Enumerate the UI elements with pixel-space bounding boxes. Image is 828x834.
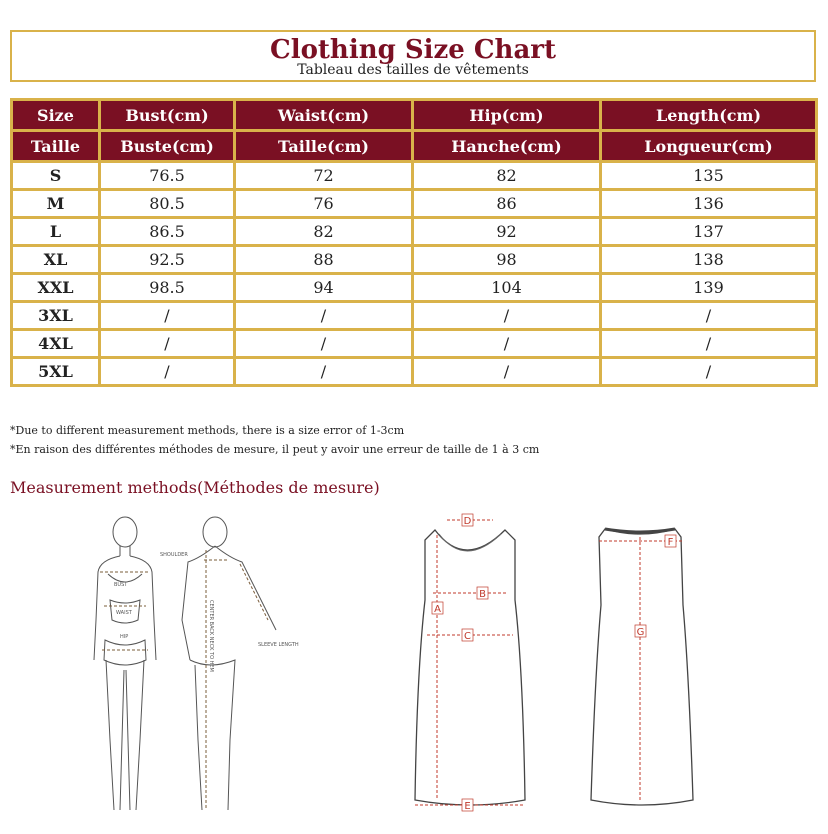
table-cell: 137 [602, 219, 815, 244]
table-cell: 86 [414, 191, 599, 216]
header-cell: Waist(cm) [236, 101, 411, 129]
size-cell: M [13, 191, 98, 216]
table-row [13, 163, 815, 188]
table-cell: / [236, 303, 411, 328]
body-figures-illustration [80, 510, 300, 830]
header-cell: Buste(cm) [101, 132, 233, 160]
dress-label-c: C [464, 631, 471, 642]
table-cell: / [101, 331, 233, 356]
dress-label-a: A [434, 604, 441, 615]
page-subtitle: Tableau des tailles de vêtements [297, 62, 529, 78]
table-cell: / [236, 359, 411, 384]
table-cell: 138 [602, 247, 815, 272]
size-table [10, 98, 818, 387]
header-cell: Bust(cm) [101, 101, 233, 129]
table-cell: 76.5 [101, 163, 233, 188]
size-cell: 4XL [13, 331, 98, 356]
table-cell: 92 [414, 219, 599, 244]
hip-label: HIP [120, 634, 129, 640]
table-cell: 76 [236, 191, 411, 216]
table-cell: 82 [236, 219, 411, 244]
length-label: CENTER BACK NECK TO HEM [208, 600, 214, 672]
table-cell: 80.5 [101, 191, 233, 216]
table-cell: / [602, 331, 815, 356]
table-cell: 98 [414, 247, 599, 272]
table-cell: / [101, 359, 233, 384]
measurement-title: Measurement methods(Méthodes de mesure) [10, 478, 380, 497]
dress-back-illustration [585, 515, 700, 815]
table-cell: 135 [602, 163, 815, 188]
table-cell: 98.5 [101, 275, 233, 300]
table-cell: 94 [236, 275, 411, 300]
table-cell: 88 [236, 247, 411, 272]
dress-label-g: G [636, 627, 645, 638]
title-box [10, 30, 816, 82]
table-cell: 136 [602, 191, 815, 216]
header-cell: Hip(cm) [414, 101, 599, 129]
table-row [13, 219, 815, 244]
table-row [13, 191, 815, 216]
table-row [13, 275, 815, 300]
dress-label-b: B [479, 589, 486, 600]
note-en: *Due to different measurement methods, there is a size error of 1-3cm [10, 424, 405, 437]
table-cell: / [414, 303, 599, 328]
header-cell: Size [13, 101, 98, 129]
bust-label: BUST [114, 582, 128, 588]
header-cell: Hanche(cm) [414, 132, 599, 160]
header-row-en [13, 101, 815, 129]
table-cell: 104 [414, 275, 599, 300]
table-cell: / [101, 303, 233, 328]
size-cell: S [13, 163, 98, 188]
size-cell: 5XL [13, 359, 98, 384]
note-fr: *En raison des différentes méthodes de mesure, il peut y avoir une erreur de taille de 1 à 3 cm [10, 443, 540, 456]
table-cell: 139 [602, 275, 815, 300]
table-cell: / [602, 359, 815, 384]
shoulder-label: SHOULDER [160, 552, 188, 558]
table-cell: 92.5 [101, 247, 233, 272]
table-row [13, 303, 815, 328]
header-cell: Taille(cm) [236, 132, 411, 160]
size-cell: L [13, 219, 98, 244]
sleeve-label: SLEEVE LENGTH [258, 642, 299, 648]
table-cell: / [414, 359, 599, 384]
table-cell: / [602, 303, 815, 328]
table-row [13, 359, 815, 384]
table-cell: / [236, 331, 411, 356]
table-row [13, 247, 815, 272]
waist-label: WAIST [116, 610, 132, 616]
dress-front-illustration [405, 510, 535, 820]
header-row-fr [13, 132, 815, 160]
size-cell: XL [13, 247, 98, 272]
table-cell: 72 [236, 163, 411, 188]
header-cell: Length(cm) [602, 101, 815, 129]
header-cell: Taille [13, 132, 98, 160]
header-cell: Longueur(cm) [602, 132, 815, 160]
page-title: Clothing Size Chart [270, 35, 556, 65]
table-row [13, 331, 815, 356]
dress-label-e: E [464, 801, 471, 812]
table-cell: 82 [414, 163, 599, 188]
table-cell: / [414, 331, 599, 356]
dress-label-f: F [667, 537, 674, 548]
size-cell: XXL [13, 275, 98, 300]
size-cell: 3XL [13, 303, 98, 328]
table-cell: 86.5 [101, 219, 233, 244]
dress-label-d: D [463, 516, 472, 527]
